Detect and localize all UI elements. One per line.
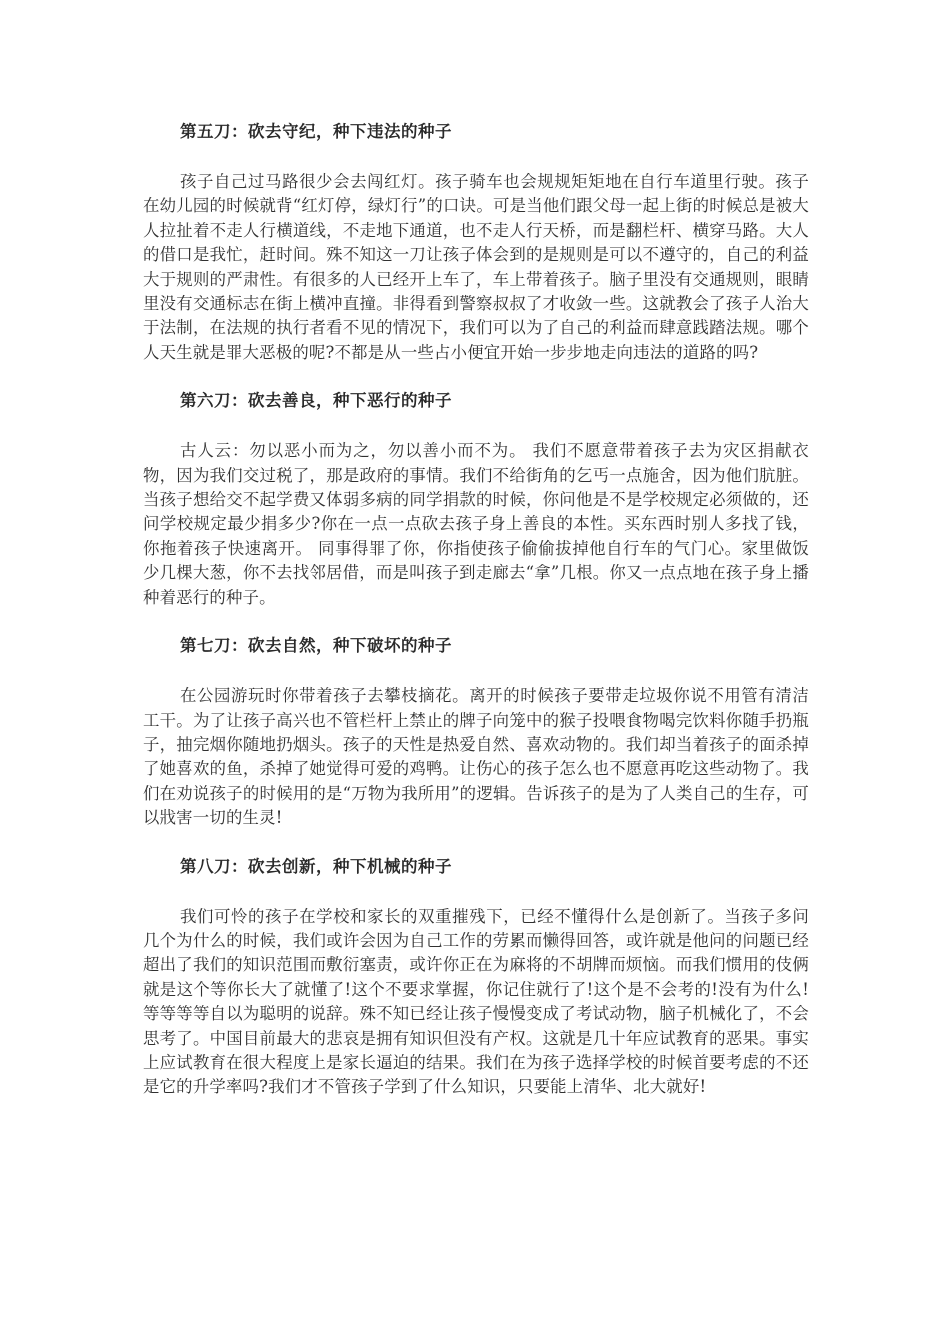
section-eighth-knife bbox=[143, 853, 809, 1100]
section-heading: 第六刀：砍去善良，种下恶行的种子 bbox=[180, 391, 452, 411]
section-paragraph: 在公园游玩时你带着孩子去攀枝摘花。离开的时候孩子要带走垃圾你说不用管有清洁工干。为了让孩子高兴也不管栏杆上禁止的牌子向笼中的猴子投喂食物喝完饮料你随手扔瓶子，抽完烟你随地扔烟头。孩子的天性是热爱自然、喜欢动物的。我们却当着孩子的面杀掉了她喜欢的鱼，杀掉了她觉得可爱的鸡鸭。让伤心的孩子怎么也不愿意再吃这些动物了。我们在劝说孩子的时候用的是“万物为我所用”的逻辑。告诉孩子的是为了人类自己的生存，可以戕害一切的生灵! bbox=[143, 686, 809, 828]
section-fifth-knife bbox=[143, 118, 809, 365]
section-heading: 第五刀：砍去守纪，种下违法的种子 bbox=[180, 122, 452, 141]
section-paragraph: 我们可怜的孩子在学校和家长的双重摧残下，已经不懂得什么是创新了。当孩子多问几个为什么的时候，我们或许会因为自己工作的劳累而懒得回答，或许就是他问的问题已经超出了我们的知识范围而敷衍塞责，或许你正在为麻将的不胡牌而烦恼。而我们惯用的伎俩就是这个等你长大了就懂了!这个不要求掌握，你记住就行了!这个是不会考的!没有为什么!等等等等自以为聪明的说辞。殊不知已经让孩子慢慢变成了考试动物，脑子机械化了，不会思考了。中国目前最大的悲哀是拥有知识但没有产权。这就是几十年应试教育的恶果。事实上应试教育在很大程度上是家长逼迫的结果。我们在为孩子选择学校的时候首要考虑的不还是它的升学率吗?我们才不管孩子学到了什么知识，只要能上清华、北大就好! bbox=[143, 906, 809, 1097]
section-heading: 第八刀：砍去创新，种下机械的种子 bbox=[180, 856, 452, 876]
section-paragraph: 孩子自己过马路很少会去闯红灯。孩子骑车也会规规矩矩地在自行车道里行驶。孩子在幼儿园的时候就背“红灯停，绿灯行”的口诀。可是当他们跟父母一起上街的时候总是被大人拉扯着不走人行横道线，不走地下通道，也不走人行天桥，而是翻栏杆、横穿马路。大人的借口是我忙，赶时间。殊不知这一刀让孩子体会到的是规则是可以不遵守的，自己的利益大于规则的严肃性。有很多的人已经开上车了，车上带着孩子。脑子里没有交通规则，眼睛里没有交通标志在街上横冲直撞。非得看到警察叔叔了才收敛一些。这就教会了孩子人治大于法制，在法规的执行者看不见的情况下，我们可以为了自己的利益而肆意践踏法规。哪个人天生就是罪大恶极的呢?不都是从一些占小便宜开始一步步地走向违法的道路的吗? bbox=[143, 172, 809, 362]
document-body bbox=[143, 118, 809, 1100]
section-heading: 第七刀：砍去自然，种下破坏的种子 bbox=[180, 636, 452, 656]
section-seventh-knife bbox=[143, 632, 809, 830]
section-sixth-knife bbox=[143, 387, 809, 610]
section-paragraph: 古人云：勿以恶小而为之，勿以善小而不为。 我们不愿意带着孩子去为灾区捐献衣物，因为我们交过税了，那是政府的事情。我们不给街角的乞丐一点施舍，因为他们肮脏。当孩子想给交不起学费又体弱多病的同学捐款的时候，你问他是不是学校规定必须做的，还问学校规定最少捐多少?你在一点一点砍去孩子身上善良的本性。买东西时别人多找了钱，你拖着孩子快速离开。 同事得罪了你，你指使孩子偷偷拔掉他自行车的气门心。家里做饭少几棵大葱，你不去找邻居借，而是叫孩子到走廊去“拿”几根。你又一点点地在孩子身上播种着恶行的种子。 bbox=[143, 441, 809, 607]
